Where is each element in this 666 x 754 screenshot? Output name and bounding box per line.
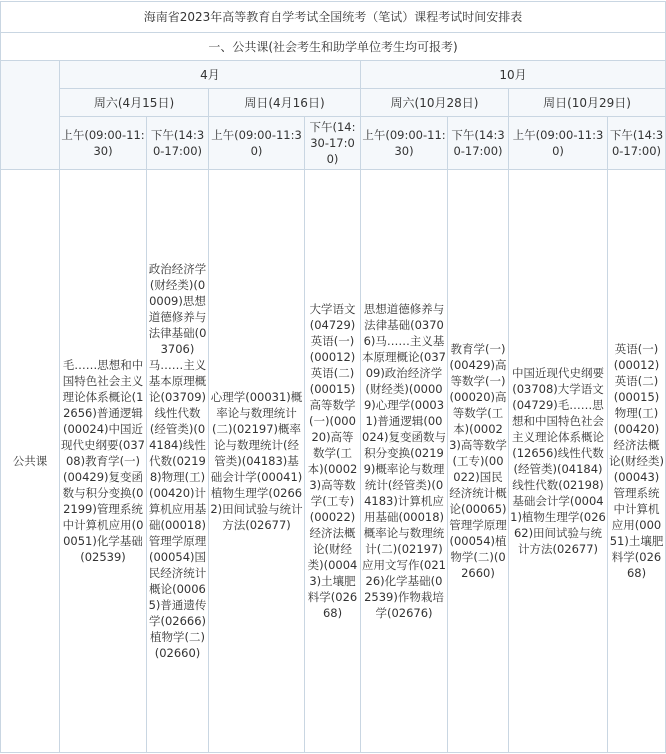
section-header: 一、公共课(社会考生和助学单位考生均可报考) (1, 33, 666, 61)
session-afternoon: 下午(14:30-17:00) (608, 117, 666, 170)
corner-cell (1, 61, 60, 170)
session-morning: 上午(09:00-11:30) (509, 117, 608, 170)
session-morning: 上午(09:00-11:30) (361, 117, 448, 170)
subjects-oct28-morning: 思想道德修养与法律基础(03706)马……主义基本原理概论(03709)政治经济学(财经类)(00009)心理学(00031)普通逻辑(00024)复变函数与积分变换(02199)概率论与数理统计(经管类)(04183)计算机应用基础(00018)概率论与数理统计(二)(02197)应用文写作(02126)化学基础(02539)作物栽培学(02676) (361, 170, 448, 753)
session-afternoon: 下午(14:30-17:00) (147, 117, 209, 170)
subjects-apr16-morning: 心理学(00031)概率论与数理统计(二)(02197)概率论与数理统计(经管类)(04183)基础会计学(00041)植物生理学(02662)田间试验与统计方法(02677) (209, 170, 305, 753)
subjects-apr16-afternoon: 大学语文(04729)英语(一)(00012)英语(二)(00015)高等数学(一)(00020)高等数学(工本)(00023)高等数学(工专)(00022)经济法概论(财经类)(00043)土壤肥料学(02668) (305, 170, 361, 753)
row-label-public-course: 公共课 (1, 170, 60, 753)
session-afternoon: 下午(14:30-17:00) (448, 117, 509, 170)
schedule-table (0, 1, 666, 753)
table-title: 海南省2023年高等教育自学考试全国统考（笔试）课程考试时间安排表 (1, 2, 666, 33)
date-header: 周日(10月29日) (509, 89, 666, 117)
date-header: 周日(4月16日) (209, 89, 361, 117)
session-morning: 上午(09:00-11:30) (60, 117, 147, 170)
date-header: 周六(10月28日) (361, 89, 509, 117)
subjects-oct29-morning: 中国近现代史纲要(03708)大学语文 (04729)毛……思想和中国特色社会主义理论体系概论(12656)线性代数(经管类)(04184)线性代数(02198)基础会计学(00041)植物生理学(02662)田间试验与统计方法(02677) (509, 170, 608, 753)
month-header-april: 4月 (60, 61, 361, 89)
date-header: 周六(4月15日) (60, 89, 209, 117)
subjects-apr15-morning: 毛……思想和中国特色社会主义理论体系概论(12656)普通逻辑(00024)中国近现代史纲要(03708)教育学(一)(00429)复变函数与积分变换(02199)管理系统中计算机应用(00051)化学基础(02539) (60, 170, 147, 753)
subjects-apr15-afternoon: 政治经济学(财经类)(00009)思想道德修养与法律基础(03706)马……主义基本原理概论(03709)线性代数(经管类)(04184)线性代数(02198)物理(工)(00420)计算机应用基础(00018)管理学原理(00054)国民经济统计概论(00065)普通遗传学(02666)植物学(二)(02660) (147, 170, 209, 753)
subjects-oct29-afternoon: 英语(一)(00012)英语(二)(00015)物理(工)(00420)经济法概论(财经类)(00043)管理系统中计算机应用(00051)土壤肥料学(02668) (608, 170, 666, 753)
month-header-october: 10月 (361, 61, 666, 89)
session-morning: 上午(09:00-11:30) (209, 117, 305, 170)
subjects-oct28-afternoon: 教育学(一)(00429)高等数学(一)(00020)高等数学(工本)(00023)高等数学(工专)(00022)国民经济统计概论(00065)管理学原理(00054)植物学(二)(02660) (448, 170, 509, 753)
session-afternoon: 下午(14:30-17:00) (305, 117, 361, 170)
